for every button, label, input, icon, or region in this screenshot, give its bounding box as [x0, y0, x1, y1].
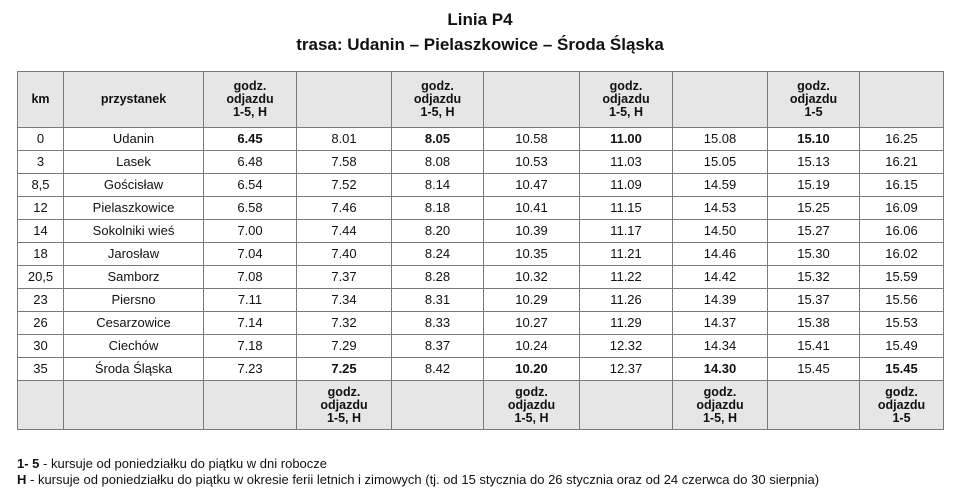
departure-time-cell: 10.29: [484, 289, 580, 312]
col-header-departure: godz. odjazdu 1-5: [768, 72, 860, 128]
departure-time-cell: 14.46: [673, 243, 768, 266]
departure-time-cell: 7.32: [297, 312, 392, 335]
departure-time-cell: 7.11: [204, 289, 297, 312]
departure-time-cell: 15.10: [768, 128, 860, 151]
departure-time-cell: 8.37: [392, 335, 484, 358]
departure-time-cell: 7.29: [297, 335, 392, 358]
departure-time-cell: 12.32: [580, 335, 673, 358]
departure-time-cell: 7.44: [297, 220, 392, 243]
col-header-departure: godz. odjazdu 1-5, H: [580, 72, 673, 128]
stop-name-cell: Ciechów: [64, 335, 204, 358]
departure-time-cell: 7.58: [297, 151, 392, 174]
departure-time-cell: 6.58: [204, 197, 297, 220]
departure-time-cell: 11.15: [580, 197, 673, 220]
departure-time-cell: 8.01: [297, 128, 392, 151]
departure-time-cell: 15.13: [768, 151, 860, 174]
col-header-empty: [860, 72, 944, 128]
legend-text: - kursuje od poniedziałku do piątku w okresie ferii letnich i zimowych (tj. od 15 stycznia do 26 stycznia oraz od 24 czerwca do 30 sierpnia): [26, 472, 820, 487]
departure-time-cell: 16.09: [860, 197, 944, 220]
header-row: [18, 72, 944, 128]
departure-time-cell: 15.41: [768, 335, 860, 358]
departure-time-cell: 7.37: [297, 266, 392, 289]
departure-time-cell: 6.45: [204, 128, 297, 151]
departure-time-cell: 8.24: [392, 243, 484, 266]
departure-time-cell: 15.30: [768, 243, 860, 266]
departure-time-cell: 16.06: [860, 220, 944, 243]
departure-time-cell: 8.08: [392, 151, 484, 174]
col-footer-departure: godz. odjazdu 1-5: [860, 381, 944, 430]
departure-time-cell: 15.56: [860, 289, 944, 312]
departure-time-cell: 10.47: [484, 174, 580, 197]
col-footer-empty: [580, 381, 673, 430]
table-row: [18, 358, 944, 381]
departure-time-cell: 8.20: [392, 220, 484, 243]
departure-time-cell: 14.39: [673, 289, 768, 312]
departure-time-cell: 16.21: [860, 151, 944, 174]
stop-name-cell: Pielaszkowice: [64, 197, 204, 220]
departure-time-cell: 7.14: [204, 312, 297, 335]
departure-time-cell: 10.58: [484, 128, 580, 151]
departure-time-cell: 8.33: [392, 312, 484, 335]
table-row: [18, 312, 944, 335]
col-footer-empty: [204, 381, 297, 430]
col-footer-departure: godz. odjazdu 1-5, H: [484, 381, 580, 430]
table-row: [18, 151, 944, 174]
col-footer-empty: [768, 381, 860, 430]
col-header-empty: [297, 72, 392, 128]
route-subtitle: trasa: Udanin – Pielaszkowice – Środa Śląska: [296, 35, 664, 54]
departure-time-cell: 15.37: [768, 289, 860, 312]
departure-time-cell: 11.03: [580, 151, 673, 174]
col-header-km: km: [18, 72, 64, 128]
departure-time-cell: 15.45: [768, 358, 860, 381]
col-footer-departure: godz. odjazdu 1-5, H: [673, 381, 768, 430]
departure-time-cell: 8.42: [392, 358, 484, 381]
departure-time-cell: 14.53: [673, 197, 768, 220]
departure-time-cell: 7.40: [297, 243, 392, 266]
departure-time-cell: 11.17: [580, 220, 673, 243]
departure-time-cell: 10.27: [484, 312, 580, 335]
col-header-departure: godz. odjazdu 1-5, H: [392, 72, 484, 128]
col-header-empty: [673, 72, 768, 128]
departure-time-cell: 15.49: [860, 335, 944, 358]
departure-time-cell: 14.30: [673, 358, 768, 381]
legend-key: 1- 5: [17, 456, 40, 471]
departure-time-cell: 7.00: [204, 220, 297, 243]
stop-name-cell: Udanin: [64, 128, 204, 151]
departure-time-cell: 10.39: [484, 220, 580, 243]
departure-time-cell: 15.05: [673, 151, 768, 174]
departure-time-cell: 8.18: [392, 197, 484, 220]
departure-time-cell: 15.08: [673, 128, 768, 151]
km-cell: 12: [18, 197, 64, 220]
departure-time-cell: 16.02: [860, 243, 944, 266]
stop-name-cell: Sokolniki wieś: [64, 220, 204, 243]
table-row: [18, 266, 944, 289]
timetable-body: [18, 128, 944, 381]
table-row: [18, 220, 944, 243]
departure-time-cell: 7.25: [297, 358, 392, 381]
departure-time-cell: 16.15: [860, 174, 944, 197]
col-footer-departure: godz. odjazdu 1-5, H: [297, 381, 392, 430]
timetable-title: Linia P4: [447, 10, 513, 29]
departure-time-cell: 15.19: [768, 174, 860, 197]
table-row: [18, 243, 944, 266]
departure-time-cell: 15.45: [860, 358, 944, 381]
departure-time-cell: 15.59: [860, 266, 944, 289]
km-cell: 3: [18, 151, 64, 174]
departure-time-cell: 14.34: [673, 335, 768, 358]
departure-time-cell: 16.25: [860, 128, 944, 151]
departure-time-cell: 15.53: [860, 312, 944, 335]
km-cell: 8,5: [18, 174, 64, 197]
table-row: [18, 289, 944, 312]
departure-time-cell: 10.53: [484, 151, 580, 174]
departure-time-cell: 8.31: [392, 289, 484, 312]
col-header-empty: [484, 72, 580, 128]
departure-time-cell: 14.42: [673, 266, 768, 289]
col-footer-empty: [18, 381, 64, 430]
stop-name-cell: Jarosław: [64, 243, 204, 266]
departure-time-cell: 6.54: [204, 174, 297, 197]
table-row: [18, 197, 944, 220]
departure-time-cell: 7.04: [204, 243, 297, 266]
departure-time-cell: 10.41: [484, 197, 580, 220]
legend-key: H: [17, 472, 27, 487]
departure-time-cell: 11.09: [580, 174, 673, 197]
stop-name-cell: Środa Śląska: [64, 358, 204, 381]
legend-text: - kursuje od poniedziałku do piątku w dni robocze: [39, 456, 328, 471]
col-header-stop: przystanek: [64, 72, 204, 128]
departure-time-cell: 14.59: [673, 174, 768, 197]
col-header-departure: godz. odjazdu 1-5, H: [204, 72, 297, 128]
departure-time-cell: 14.50: [673, 220, 768, 243]
departure-time-cell: 15.32: [768, 266, 860, 289]
km-cell: 26: [18, 312, 64, 335]
departure-time-cell: 7.08: [204, 266, 297, 289]
col-footer-empty: [64, 381, 204, 430]
km-cell: 23: [18, 289, 64, 312]
departure-time-cell: 8.28: [392, 266, 484, 289]
table-row: [18, 335, 944, 358]
departure-time-cell: 15.27: [768, 220, 860, 243]
departure-time-cell: 7.23: [204, 358, 297, 381]
departure-time-cell: 11.21: [580, 243, 673, 266]
km-cell: 30: [18, 335, 64, 358]
departure-time-cell: 8.05: [392, 128, 484, 151]
timetable: [17, 71, 944, 430]
departure-time-cell: 11.22: [580, 266, 673, 289]
legend-line-1: [17, 456, 327, 472]
departure-time-cell: 8.14: [392, 174, 484, 197]
stop-name-cell: Samborz: [64, 266, 204, 289]
km-cell: 18: [18, 243, 64, 266]
table-row: [18, 128, 944, 151]
departure-time-cell: 12.37: [580, 358, 673, 381]
km-cell: 20,5: [18, 266, 64, 289]
departure-time-cell: 7.46: [297, 197, 392, 220]
departure-time-cell: 6.48: [204, 151, 297, 174]
departure-time-cell: 11.26: [580, 289, 673, 312]
stop-name-cell: Piersno: [64, 289, 204, 312]
legend-line-2: [17, 472, 819, 488]
departure-time-cell: 10.32: [484, 266, 580, 289]
stop-name-cell: Gościsław: [64, 174, 204, 197]
departure-time-cell: 10.24: [484, 335, 580, 358]
departure-time-cell: 11.00: [580, 128, 673, 151]
departure-time-cell: 15.25: [768, 197, 860, 220]
stop-name-cell: Cesarzowice: [64, 312, 204, 335]
departure-time-cell: 7.52: [297, 174, 392, 197]
stop-name-cell: Lasek: [64, 151, 204, 174]
col-footer-empty: [392, 381, 484, 430]
km-cell: 0: [18, 128, 64, 151]
departure-time-cell: 11.29: [580, 312, 673, 335]
table-row: [18, 174, 944, 197]
km-cell: 14: [18, 220, 64, 243]
departure-time-cell: 7.18: [204, 335, 297, 358]
departure-time-cell: 15.38: [768, 312, 860, 335]
departure-time-cell: 7.34: [297, 289, 392, 312]
departure-time-cell: 10.35: [484, 243, 580, 266]
departure-time-cell: 14.37: [673, 312, 768, 335]
footer-row: [18, 381, 944, 430]
departure-time-cell: 10.20: [484, 358, 580, 381]
km-cell: 35: [18, 358, 64, 381]
